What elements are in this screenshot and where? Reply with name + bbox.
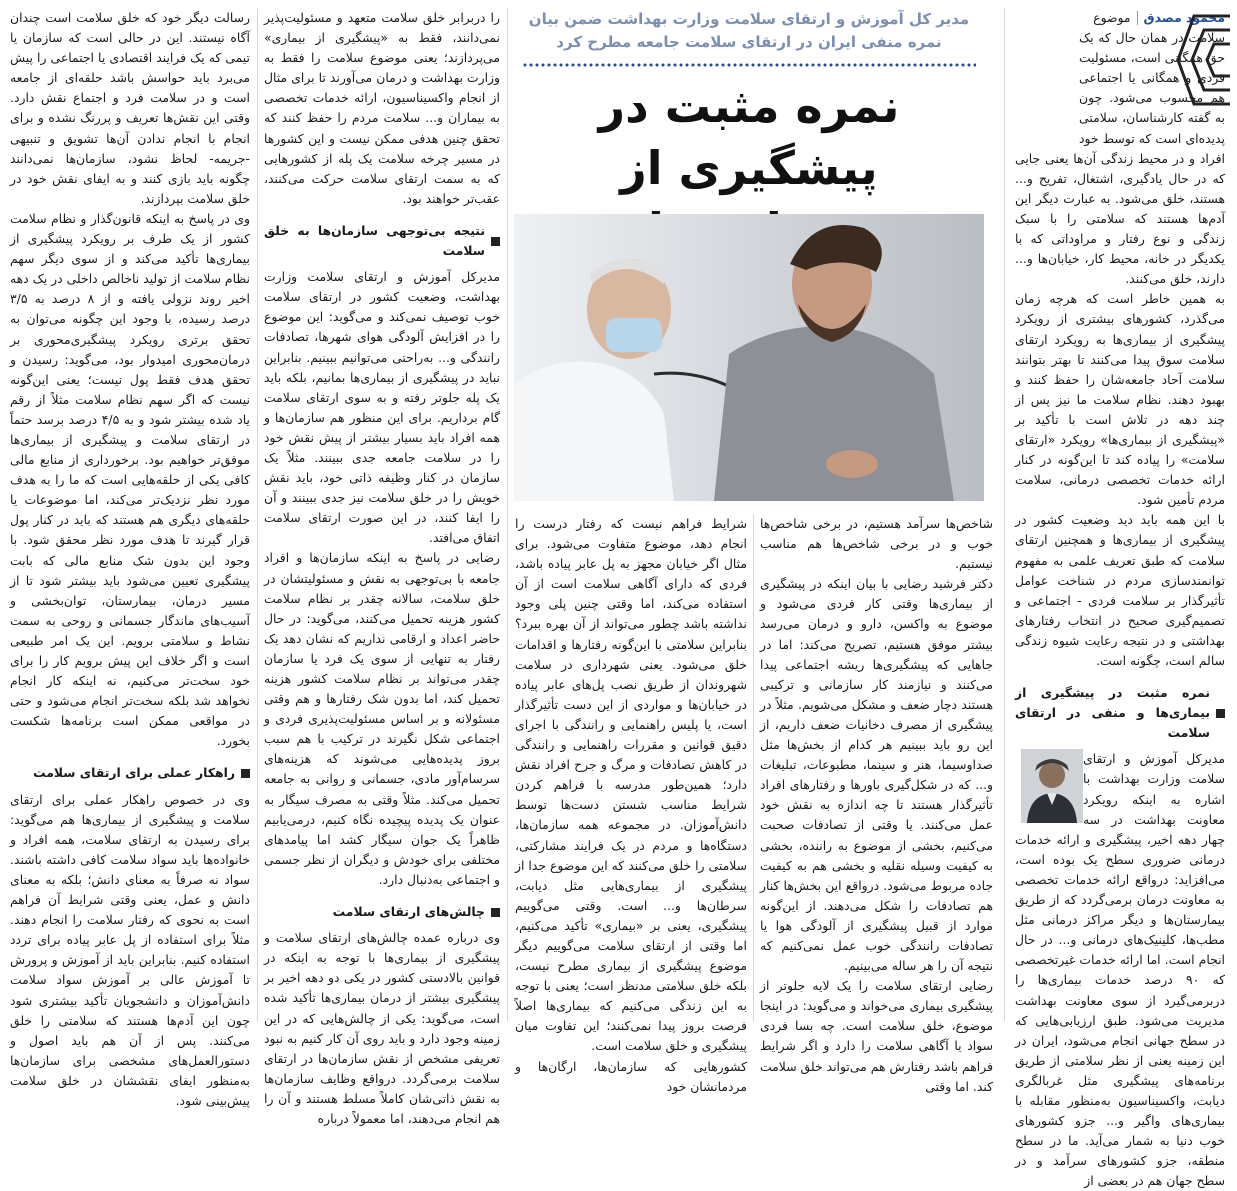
bullet-square-icon bbox=[241, 769, 250, 778]
section-heading bbox=[264, 902, 500, 922]
icon-spacer bbox=[1015, 28, 1079, 132]
paragraph: با این همه باید دید وضعیت کشور در پیشگیری از بیماری‌ها و همچنین ارتقای سلامت که طبق تعریف علمی به مفهوم توانمندسازی مردم در شناخت عوامل تأثیرگذار بر سلامت فردی - اجتماعی و تصمیم‌گیری صحیح در انتخاب رفتارهای بهداشتی و در نتیجه رعایت شیوه زندگی سالم است، چگونه است. bbox=[1015, 512, 1225, 668]
section-heading bbox=[264, 221, 500, 261]
paragraph: رسالت دیگر خود که خلق سلامت است چندان آگاه نیستند. این در حالی است که سازمان یا تیمی که یک فرایند اقتصادی یا اجتماعی را پیش می‌برد باید حواسش باشد حلقه‌ای از جامعه است و در سلامت فرد و اجتماع نقش دارد. وقتی این نقش‌ها تعریف و پررنگ نشده و برای انجام با انجام ندادن آن‌ها تشویق و تنبیهی -جریمه- لحاظ نشود، سازمان‌ها نمی‌دانند چگونه باید بازی کنند و به ایفای نقش خود در خلق سلامت بپردازند. bbox=[10, 10, 250, 206]
bullet-square-icon bbox=[1216, 709, 1225, 718]
paragraph: سلامت در همان حال که یک حق همگانی است، مسئولیت فردی و همگانی یا اجتماعی هم محسوب می‌شود. چون به گفته کارشناسان، سلامتی پدیده‌ای است که توسط خود افراد و در محیط زندگی آن‌ها یعنی جایی که در حال یادگیری، اشتغال، تفریح و... هستند، خلق می‌شود. به عبارت دیگر این آدم‌ها هستند که سلامتی را با سبک زندگی و نوع رفتار و مراوداتی که با یکدیگر در خانه، محیط کار، خیابان‌ها و... دارند، خلق می‌کنند. bbox=[1015, 30, 1225, 287]
column-divider bbox=[1004, 8, 1005, 1021]
column-1 bbox=[1015, 8, 1225, 1191]
paragraph: کشورهایی که سازمان‌ها، ارگان‌ها و مردمانشان خود bbox=[515, 1058, 747, 1094]
column-5 bbox=[10, 8, 250, 1111]
column-4 bbox=[264, 8, 500, 1129]
dotted-divider bbox=[522, 61, 976, 69]
section-heading-text: نتیجه بی‌توجهی سازمان‌ها به خلق سلامت bbox=[264, 222, 485, 259]
paragraph: رضایی در پاسخ به اینکه سازمان‌ها و افراد جامعه با بی‌توجهی به نقش و مسئولیتشان در خلق سلامت، سالانه چقدر بر نظام سلامت کشور هزینه تحمیل می‌کنند، می‌گوید: در حال حاضر اعداد و ارقامی نداریم که نشان دهد یک رفتار به تنهایی از سوی یک فرد یا سازمان چقدر می‌تواند بر نظام سلامت کشور هزینه تحمیل کند، اما بدون شک رفتارها و هم وقتی مسئولانه و بر اساس مسئولیت‌پذیری فردی و اجتماعی شکل نگیرند در ترکیب با هم سبب بروز پدیده‌هایی می‌شوند که هزینه‌های سرسام‌آور مادی، جسمانی و روانی به جامعه تحمیل می‌کند. مثلاً وقتی به مصرف سیگار به عنوان یک پدیده پیچیده نگاه کنیم، درمی‌یابیم ظاهراً یک جوان سیگار کشد اما پیامدهای مختلفی برای خودش و دیگران از نظر جسمی و اجتماعی به‌دنبال دارد. bbox=[264, 550, 500, 887]
bullet-square-icon bbox=[491, 237, 500, 246]
column-2 bbox=[760, 514, 993, 1097]
column-divider bbox=[257, 8, 258, 1021]
paragraph: وی در پاسخ به اینکه قانون‌گذار و نظام سلامت کشور از یک طرف بر رویکرد پیشگیری از بیماری‌ها تأکید می‌کند و از سوی دیگر سهم نظام سلامت از تولید ناخالص داخلی در یک دهه اخیر روند نزولی یافته و از ۸ درصد به ۳/۵ درصد رسیده، با وجود این چگونه می‌توان به تحقق برتری رویکرد پیشگیری‌محوری بر درمان‌محوری امیدوار بود، می‌گوید: رسیدن و تحقق هدف فقط پول نیست؛ یعنی این‌گونه نیست که اگر سهم نظام سلامت مثلاً از رقم یاد شده بیشتر شود و به ۴/۵ درصد برسد حتماً در ارتقای سلامت و پیشگیری از بیماری‌ها موفق‌تر خواهیم بود. برخورداری از منابع مالی کافی یکی از حلقه‌هایی است که ما را به هدف مورد نظر نزدیک‌تر می‌کند، اما موضوعات یا حلقه‌های دیگری هم هستند که باید در کنار پول قرار گیرند تا هدف مورد نظر محقق شود. با وجود این بدون شک منابع مالی که بابت پیشگیری تعیین می‌شود باید بیشتر شود تا از مسیر درمان، بیمارستان، توان‌بخشی و آسیب‌های ماندگار جسمانی و روحی به سمت نشاط و سلامتی برویم. این یک امر طبیعی است و اگر خلاف این پیش برویم کار را برای خود سخت‌تر می‌کنیم، نه اینکه کار انجام نخواهد شد بلکه سخت‌تر انجام می‌شود و حتی در مواقعی ممکن است برنامه‌ها شکست بخورد. bbox=[10, 210, 250, 749]
byline-divider bbox=[1137, 11, 1138, 25]
paragraph: دکتر فرشید رضایی با بیان اینکه در پیشگیری از بیماری‌ها وقتی کار فردی می‌شود و موضوع به واکسن، دارو و درمان می‌رسد بیشتر موفق هستیم، تصریح می‌کند: اما در جاهایی که پیشگیری‌ها ریشه اجتماعی پیدا می‌کنند و نیازمند کار سازمانی و ترکیبی هستند دچار ضعف و مشکل می‌شویم. مثلاً در پیشگیری از مصرف دخانیات ضعف داریم، از این رو باید ببینیم هر کدام از بخش‌ها مثل صداوسیما، هنر و سینما، مطبوعات، تبلیغات و... که در شکل‌گیری باورها و رفتارهای افراد تأثیرگذار هستند تا چه اندازه به نقش خود عمل می‌کنند. یا وقتی از تصادفات صحبت می‌کنیم، بخشی از موضوع به راننده، بخشی به کیفیت وسیله نقلیه و بخشی هم به کیفیت جاده مربوط می‌شود. درواقع این بخش‌ها کنار هم تصادفات را شکل می‌دهند. از این‌گونه موارد از قبیل پیشگیری از آلودگی هوا یا تصادفات رانندگی خوب عمل نمی‌کنیم که نتیجه آن را هر ساله می‌بینیم. bbox=[760, 576, 993, 974]
article-photo bbox=[514, 214, 984, 501]
section-heading bbox=[1015, 683, 1225, 743]
headline: نمره مثبت در پیشگیری از bbox=[598, 78, 900, 195]
author-name: محمود مصدق bbox=[1143, 10, 1225, 25]
section-heading-text: چالش‌های ارتقای سلامت bbox=[332, 904, 485, 920]
column-3 bbox=[515, 514, 747, 1097]
section-heading bbox=[10, 763, 250, 783]
author-role: موضوع bbox=[1093, 10, 1131, 25]
interviewee-photo bbox=[1021, 749, 1083, 823]
paragraph: مدیرکل آموزش و ارتقای سلامت وزارت بهداشت، وضعیت کشور در ارتقای سلامت خوب توصیف نمی‌کند و می‌گوید: این موضوع را در افزایش آلودگی هوای شهرها، تصادفات رانندگی و... به‌راحتی می‌توانیم ببینیم. بنابراین نباید در پیشگیری از بیماری‌ها بمانیم، بلکه باید یک پله جلوتر رفته و به سوی ارتقای سلامت گام برداریم. برای این منظور هم سازمان‌ها و همه افراد باید بسیار بیشتر از پیش نقش خود را در سلامت جامعه جدی ببینند. مثلاً یک سازمان در کنار وظیفه ذاتی خود، باید نقش خویش را در خلق سلامت نیز جدی ببینند و آن را ایفا کنند، در این صورت ارتقای سلامت اتفاق می‌افتد. bbox=[264, 269, 500, 546]
bullet-square-icon bbox=[491, 908, 500, 917]
hexagon-outline-icon bbox=[1174, 12, 1232, 108]
paragraph: به همین خاطر است که هرچه زمان می‌گذرد، کشورهای بیشتری از رویکرد پیشگیری از بیماری‌ها به رویکرد ارتقای سلامت سوق پیدا می‌کنند تا بهتر بتوانند سلامت آحاد جامعه‌شان را حفظ کنند و بهبود دهند. نظام سلامت ما نیز پس از چند دهه در تلاش است با تأکید بر «پیشگیری از بیماری‌ها» رویکرد «ارتقای سلامت» را پیاده کند تا این‌گونه در کنار ارائه خدمات تخصصی درمانی، سلامت مردم تأمین شود. bbox=[1015, 291, 1225, 508]
kicker: مدیر کل آموزش و ارتقای سلامت وزارت بهداشت ضمن بیان نمره منفی ایران در ارتقای سلامت جامعه مطرح کرد bbox=[528, 10, 970, 52]
paragraph: مدیرکل آموزش و ارتقای سلامت وزارت بهداشت با اشاره به اینکه رویکرد معاونت بهداشت در سه چهار دهه اخیر، پیشگیری و ارائه خدمات درمانی ضروری سطح یک بوده است، می‌افزاید: درواقع ارائه خدمات تخصصی به معاونت درمان برمی‌گردد که از طریق بیمارستان‌ها و دیگر مراکز درمانی مثل مطب‌ها، کلینیک‌های درمانی و... در حال انجام است. اما ارائه خدمات غیرتخصصی که ۹۰ درصد خدمات بیماری‌ها را دربرمی‌گیرد از سوی معاونت بهداشت مدیریت می‌شود. طبق ارزیابی‌هایی که در سطح جهانی انجام می‌شود، ایران در این زمینه یعنی از نظر سلامتی از طریق برنامه‌های پیشگیری مثل غربالگری دیابت، واکسیناسیون به‌منظور مقابله با بیماری‌های واگیر و... جزو کشورهای خوب دنیا به شمار می‌آید. ما در سطح منطقه، جزو کشورهای سرآمد و در سطح جهان هم در بعضی از bbox=[1015, 751, 1225, 1189]
paragraph: رضایی ارتقای سلامت را یک لایه جلوتر از پیشگیری بیماری می‌خواند و می‌گوید: در اینجا موضوع، خلق سلامت است. چه بسا فردی سواد یا آگاهی سلامت را دارد و اگر شرایط فراهم باشد رفتارش هم می‌تواند خلق سلامت کند. اما وقتی bbox=[760, 978, 993, 1094]
section-heading-text: راهکار عملی برای ارتقای سلامت bbox=[33, 765, 235, 781]
column-divider bbox=[507, 8, 508, 1021]
paragraph: شاخص‌ها سرآمد هستیم، در برخی شاخص‌ها خوب و در برخی شاخص‌ها هم مناسب نیستیم. bbox=[760, 516, 993, 572]
column-divider bbox=[753, 514, 754, 1021]
paragraph: را دربرابر خلق سلامت متعهد و مسئولیت‌پذیر نمی‌دانند، فقط به «پیشگیری از بیماری» می‌پردازند؛ یعنی موضوع سلامت را فقط به وزارت بهداشت و درمان می‌آورند تا برای مثال از انجام واکسیناسیون، ارائه خدمات تخصصی به بیماران و... سلامت مردم را حفظ کنند که تحقق چنین هدفی ممکن نیست و این کشورها در مسیر چرخه سلامت یک پله از کشورهایی که به سمت ارتقای سلامت حرکت می‌کنند، عقب‌تر خواهند بود. bbox=[264, 10, 500, 206]
paragraph: وی درباره عمده چالش‌های ارتقای سلامت و پیشگیری از بیماری‌ها با توجه به اینکه در قوانین بالادستی کشور در یکی دو دهه اخیر بر پیشگیری بیشتر از درمان بیماری‌ها تأکید شده است، می‌گوید: یکی از چالش‌هایی که در این زمینه وجود دارد و باید روی آن کار کنیم به نبود تعریفی مشخص از نقش سازمان‌ها در ارتقای سلامت برمی‌گردد. درواقع وظایف سازمان‌ها به نقش ذاتی‌شان کاملاً مسلط هستند و آن را هم انجام می‌دهند، اما معمولاً درباره bbox=[264, 930, 500, 1126]
section-heading-text: نمره مثبت در پیشگیری از بیماری‌ها و منفی در ارتقای سلامت bbox=[1015, 685, 1210, 741]
paragraph: وی در خصوص راهکار عملی برای ارتقای سلامت و پیشگیری از بیماری‌ها هم می‌گوید: برای رسیدن به ارتقای سلامت، همه افراد و خانواده‌ها باید سواد سلامت کافی داشته باشند. سواد نه صرفاً به معنای دانش؛ بلکه به معنای دانش و عمل، یعنی وقتی شرایط آن فراهم است به نحوی که رفتار سلامت را انجام دهند. مثلاً برای استفاده از پل عابر پیاده برای تردد استفاده کنیم. بنابراین باید از آموزش و پرورش تا آموزش عالی بر آموزش سواد سلامت دانش‌آموزان و دانشجویان تأکید بیشتری شود چون این آدم‌ها هستند که سلامتی را خلق می‌کنند. پس از آن هم باید اصول و دستورالعمل‌های مشخصی برای سازمان‌ها به‌منظور ایفای نقششان در خلق سلامت پیش‌بینی شود. bbox=[10, 791, 250, 1108]
paragraph: شرایط فراهم نیست که رفتار درست را انجام دهد، موضوع متفاوت می‌شود. برای مثال اگر خیابان مجهز به پل عابر پیاده باشد، فردی که دارای آگاهی سلامت است از آن استفاده می‌کند، اما وقتی چنین پلی وجود نداشته باشد چطور می‌تواند از آن بهره ببرد؟ بنابراین سلامتی با این‌گونه رفتارها و اقدامات خلق می‌شود. یعنی شهرداری در سلامت شهروندان از طریق نصب پل‌های عابر پیاده در خیابان‌ها و مواردی از این دست تأثیرگذار است، یا پلیس راهنمایی و رانندگی با اجرای دقیق قوانین و مقررات راهنمایی و رانندگی در کاهش تصادفات و مرگ و جرح افراد نقش دارد؛ همین‌طور مدرسه با فراهم کردن شرایط مناسب شستن دست‌ها توسط دانش‌آموزان. در مجموعه همه سازمان‌ها، دستگاه‌ها و مردم در یک فرایند مشارکتی، سلامتی را خلق می‌کنند که این موضوع جدا از پیشگیری از بیماری‌هایی مثل دیابت، سرطان‌ها و... است. وقتی می‌گوییم پیشگیری، یعنی بر «بیماری» تأکید می‌کنیم، اما وقتی از ارتقای سلامت می‌گوییم دیگر موضوع پیشگیری از بیماری مطرح نیست، بلکه خلق سلامتی مدنظر است؛ یعنی با توجه به این زندگی می‌کنیم که بیماری‌ها اصلاً فرصت بروز پیدا نمی‌کنند؛ این تفاوت میان پیشگیری و خلق سلامت است. bbox=[515, 516, 747, 1054]
